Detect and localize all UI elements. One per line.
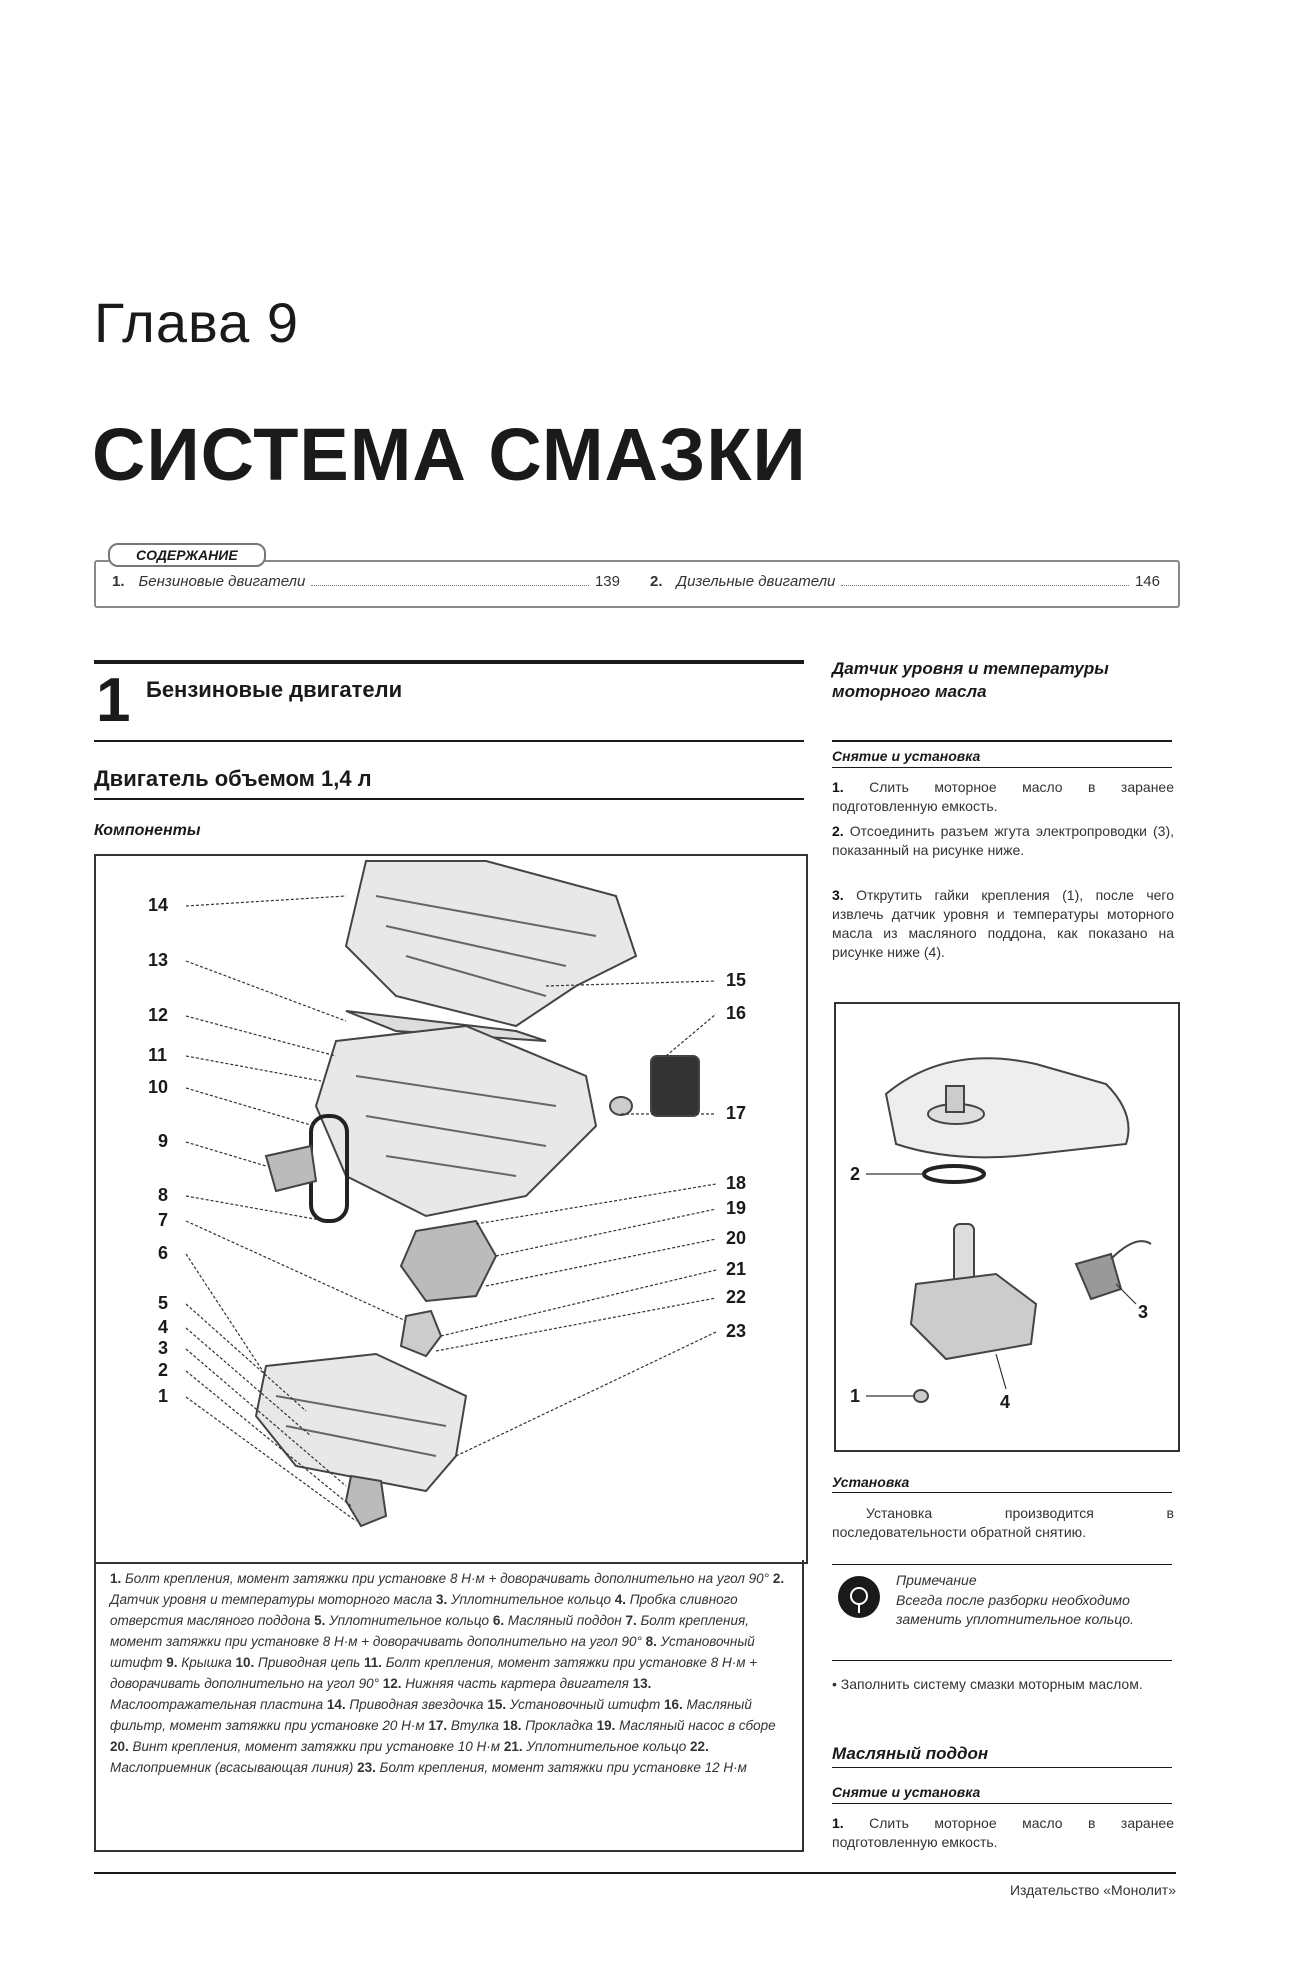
components-label: Компоненты xyxy=(94,822,201,839)
nut-part xyxy=(914,1390,928,1402)
callout-19: 19 xyxy=(726,1198,747,1218)
toc-leader xyxy=(841,573,1129,586)
callout-12: 12 xyxy=(148,1005,169,1025)
legend-text: Болт крепления, момент затяжки при установке 8 Н·м + доворачивать дополнительно на угол 90° xyxy=(110,1613,749,1649)
toc-item[interactable] xyxy=(650,573,1160,590)
note-top-rule xyxy=(832,1564,1172,1565)
section-top-rule xyxy=(94,660,804,664)
legend-text: Масляный поддон xyxy=(507,1613,626,1628)
toc-leader xyxy=(311,573,589,586)
legend-text: Нижняя часть картера двигателя xyxy=(405,1676,633,1691)
legend-text: Установочный штифт xyxy=(509,1697,664,1712)
section-title: Бензиновые двигатели xyxy=(146,677,403,702)
legend-number: 14. xyxy=(326,1697,350,1712)
legend-text: Маслоприемник (всасывающая линия) xyxy=(110,1760,358,1775)
callout-2: 2 xyxy=(158,1360,169,1380)
sensor-body-part xyxy=(911,1274,1036,1359)
legend-text: Болт крепления, момент затяжки при установке 8 Н·м + доворачивать дополнительно на угол 90° xyxy=(110,1655,758,1691)
legend-text: Масляный фильтр, момент затяжки при установке 20 Н·м xyxy=(110,1697,752,1733)
pickup-part xyxy=(401,1311,441,1356)
step-number: 1. xyxy=(832,779,844,795)
step-text: Слить моторное масло в заранее подготовленную емкость. xyxy=(832,779,1175,814)
toc-item-number: 2. xyxy=(650,573,663,590)
removal-subheading: Снятие и установка xyxy=(832,748,981,764)
legend-text: Уплотнительное кольцо xyxy=(526,1739,691,1754)
legend-text: Датчик уровня и температуры моторного масла xyxy=(110,1592,437,1607)
legend-text: Маслоотражательная пластина xyxy=(110,1697,327,1712)
toc-item-page: 146 xyxy=(1134,573,1160,590)
legend-number: 7. xyxy=(625,1613,641,1628)
callout-5: 5 xyxy=(158,1293,169,1313)
callout-7: 7 xyxy=(158,1210,169,1230)
legend-text: Уплотнительное кольцо xyxy=(451,1592,615,1607)
legend-text: Винт крепления, момент затяжки при установке 10 Н·м xyxy=(132,1739,504,1754)
legend-text: Прокладка xyxy=(525,1718,597,1733)
engine-block-part xyxy=(346,861,636,1026)
legend-number: 20. xyxy=(110,1739,133,1754)
note-icon-stem xyxy=(858,1603,860,1613)
subheading-rule xyxy=(832,767,1172,768)
photo-callout-2: 2 xyxy=(850,1164,861,1184)
note-text: Всегда после разборки необходимо заменить уплотнительное кольцо. xyxy=(896,1592,1134,1627)
callout-18: 18 xyxy=(726,1173,747,1193)
photo-callout-1: 1 xyxy=(850,1386,861,1406)
oil-filter-part xyxy=(651,1056,699,1116)
step-text: Открутить гайки крепления (1), после чего извлечь датчик уровня и температуры моторного масла из масляного поддона, как показано на рисунке ниже (4). xyxy=(832,887,1174,960)
callout-3: 3 xyxy=(158,1338,169,1358)
fill-oil-text: • Заполнить систему смазки моторным маслом. xyxy=(832,1676,1143,1692)
step-item xyxy=(832,778,1174,816)
photo-callout-3: 3 xyxy=(1138,1302,1149,1322)
toc-item-text: Дизельные двигатели xyxy=(676,573,836,590)
legend-number: 19. xyxy=(596,1718,620,1733)
legend-number: 21. xyxy=(503,1739,527,1754)
exploded-view-drawing xyxy=(96,856,806,1562)
legend-number: 4. xyxy=(614,1592,630,1607)
sensor-drawing xyxy=(836,1004,1178,1450)
toc-item-text: Бензиновые двигатели xyxy=(138,573,306,590)
legend-number: 6. xyxy=(492,1613,508,1628)
callout-14: 14 xyxy=(148,895,169,915)
diagram-legend xyxy=(94,1560,804,1852)
engine-lubrication-diagram xyxy=(94,854,808,1564)
callout-22: 22 xyxy=(726,1287,747,1307)
subsection-title: Двигатель объемом 1,4 л xyxy=(94,766,372,791)
seal-ring-part xyxy=(924,1166,984,1182)
publisher-footer: Издательство «Монолит» xyxy=(1009,1882,1176,1898)
pan-flange-part xyxy=(886,1058,1129,1157)
step-item xyxy=(832,886,1174,962)
callout-8: 8 xyxy=(158,1185,169,1205)
callout-6: 6 xyxy=(158,1243,169,1263)
footer-rule xyxy=(94,1872,1176,1874)
legend-text: Втулка xyxy=(450,1718,503,1733)
toc-item-page: 139 xyxy=(594,573,620,590)
section-number: 1 xyxy=(96,666,131,735)
step-number: 1. xyxy=(832,1815,844,1831)
note-heading: Примечание xyxy=(896,1572,977,1588)
heading-rule xyxy=(832,740,1172,742)
step-number: 2. xyxy=(832,823,844,839)
subsection-rule xyxy=(94,798,804,800)
cover-part xyxy=(266,1146,316,1191)
page-title: СИСТЕМА СМАЗКИ xyxy=(92,413,807,496)
note-bottom-rule xyxy=(832,1660,1172,1661)
install-heading: Установка xyxy=(832,1474,910,1490)
removal-subheading: Снятие и установка xyxy=(832,1784,981,1800)
legend-number: 2. xyxy=(772,1571,785,1586)
chapter-heading: Глава 9 xyxy=(94,291,299,354)
callout-17: 17 xyxy=(726,1103,747,1123)
legend-number: 12. xyxy=(382,1676,406,1691)
step-text: Отсоединить разъем жгута электропроводки (3), показанный на рисунке ниже. xyxy=(832,823,1175,858)
heading-rule xyxy=(832,1767,1172,1768)
legend-number: 9. xyxy=(166,1655,182,1670)
install-text: Установка производится в последовательности обратной снятию. xyxy=(832,1505,1174,1540)
subheading-rule xyxy=(832,1492,1172,1493)
toc-item[interactable] xyxy=(112,573,620,590)
toc-item-number: 1. xyxy=(112,573,125,590)
bushing-part xyxy=(610,1097,632,1115)
callout-1: 1 xyxy=(158,1386,169,1406)
legend-number: 15. xyxy=(487,1697,510,1712)
callout-4: 4 xyxy=(158,1317,169,1337)
legend-number: 3. xyxy=(436,1592,452,1607)
callout-15: 15 xyxy=(726,970,747,990)
legend-number: 18. xyxy=(502,1718,526,1733)
legend-number: 23. xyxy=(357,1760,380,1775)
toc-label: СОДЕРЖАНИЕ xyxy=(108,543,266,567)
step-item xyxy=(832,1814,1174,1852)
legend-number: 11. xyxy=(363,1655,386,1670)
step-number: 3. xyxy=(832,887,844,903)
sensor-heading: Датчик уровня и температуры моторного масла xyxy=(832,659,1109,701)
legend-text: Приводная звездочка xyxy=(349,1697,488,1712)
step-item xyxy=(832,822,1174,860)
sensor-photo xyxy=(834,1002,1180,1452)
step-text: Слить моторное масло в заранее подготовленную емкость. xyxy=(832,1815,1175,1850)
photo-callout-4: 4 xyxy=(1000,1392,1011,1412)
callout-10: 10 xyxy=(148,1077,169,1097)
legend-number: 22. xyxy=(690,1739,709,1754)
sensor-probe-part xyxy=(954,1224,974,1284)
lower-crankcase-part xyxy=(316,1026,596,1216)
legend-number: 16. xyxy=(663,1697,687,1712)
legend-number: 1. xyxy=(110,1571,126,1586)
legend-number: 10. xyxy=(235,1655,259,1670)
legend-number: 13. xyxy=(632,1676,652,1691)
oil-pan-heading: Масляный поддон xyxy=(832,1744,989,1763)
oil-pump-part xyxy=(401,1221,496,1301)
callout-11: 11 xyxy=(148,1045,168,1065)
subheading-rule xyxy=(832,1803,1172,1804)
legend-number: 8. xyxy=(645,1634,661,1649)
legend-text: Крышка xyxy=(181,1655,236,1670)
legend-number: 17. xyxy=(428,1718,451,1733)
callout-23: 23 xyxy=(726,1321,747,1341)
legend-text: Болт крепления, момент затяжки при установке 8 Н·м + доворачивать дополнительно на угол 90° xyxy=(125,1571,773,1586)
legend-text: Масляный насос в сборе xyxy=(619,1718,776,1733)
legend-text: Установочный штифт xyxy=(110,1634,755,1670)
section-bottom-rule xyxy=(94,740,804,742)
legend-number: 5. xyxy=(314,1613,330,1628)
connector-part xyxy=(1076,1254,1121,1299)
callout-20: 20 xyxy=(726,1228,747,1248)
callout-16: 16 xyxy=(726,1003,747,1023)
callout-21: 21 xyxy=(726,1259,747,1279)
callout-13: 13 xyxy=(148,950,169,970)
legend-text: Приводная цепь xyxy=(258,1655,364,1670)
legend-text: Уплотнительное кольцо xyxy=(329,1613,493,1628)
callout-9: 9 xyxy=(158,1131,169,1151)
legend-text: Пробка сливного отверстия масляного поддона xyxy=(110,1592,738,1628)
legend-text: Болт крепления, момент затяжки при установке 12 Н·м xyxy=(379,1760,747,1775)
